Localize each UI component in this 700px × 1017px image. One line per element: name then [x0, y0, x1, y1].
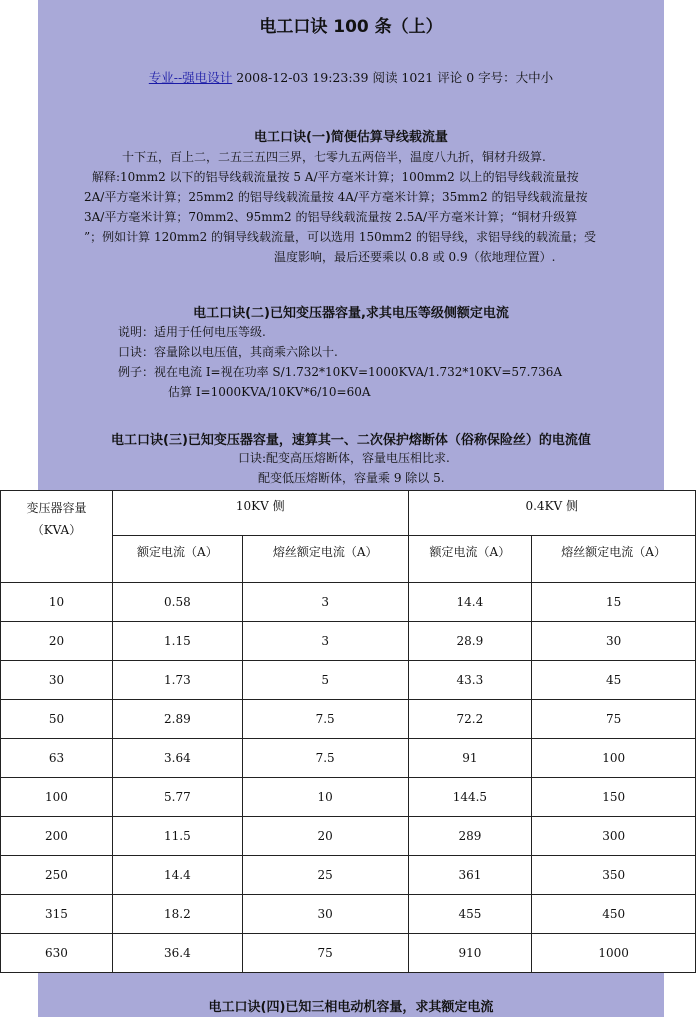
table-cell: 20 [242, 817, 408, 856]
subheader-cell: 熔丝额定电流（A） [532, 536, 696, 583]
table-cell: 630 [1, 934, 113, 973]
subheader-cell: 额定电流（A） [112, 536, 242, 583]
table-cell: 150 [532, 778, 696, 817]
section2-line: 例子：视在电流 I=视在功率 S/1.732*10KV=1000KVA/1.732*10KV=57.736A [118, 365, 563, 379]
table-cell: 455 [408, 895, 532, 934]
table-cell: 1.73 [112, 661, 242, 700]
table-cell: 7.5 [242, 700, 408, 739]
section3-heading: 电工口诀(三)已知变压器容量，速算其一、二次保护熔断体（俗称保险丝）的电流值 [111, 433, 591, 448]
table-cell: 45 [532, 661, 696, 700]
table-cell: 30 [242, 895, 408, 934]
table-header-row [1, 491, 696, 536]
table-cell: 0.58 [112, 583, 242, 622]
page-title: 电工口诀 100 条（上） [259, 17, 443, 37]
section1-line: 2A/平方毫米计算；25mm2 的铝导线载流量按 4A/平方毫米计算；35mm2 的铝导线载流量按 [84, 190, 588, 204]
table-cell: 1.15 [112, 622, 242, 661]
table-cell: 15 [532, 583, 696, 622]
table-cell: 5 [242, 661, 408, 700]
table-row [1, 817, 696, 856]
table-cell: 3 [242, 583, 408, 622]
table-cell: 10 [1, 583, 113, 622]
table-cell: 11.5 [112, 817, 242, 856]
table-row [1, 661, 696, 700]
section1-line: 解释:10mm2 以下的铝导线载流量按 5 A/平方毫米计算；100mm2 以上的铝导线载流量按 [92, 170, 579, 184]
table-row [1, 622, 696, 661]
table-cell: 2.89 [112, 700, 242, 739]
table-cell: 14.4 [408, 583, 532, 622]
section2-heading: 电工口诀(二)已知变压器容量,求其电压等级侧额定电流 [193, 306, 509, 321]
table-row [1, 856, 696, 895]
section3-body [238, 448, 450, 488]
section2-line: 估算 I=1000KVA/10KV*6/10=60A [168, 385, 371, 399]
table-cell: 361 [408, 856, 532, 895]
section4-heading: 电工口诀(四)已知三相电动机容量，求其额定电流 [208, 1000, 494, 1015]
table-cell: 10 [242, 778, 408, 817]
table-cell: 289 [408, 817, 532, 856]
table-cell: 25 [242, 856, 408, 895]
table-cell: 450 [532, 895, 696, 934]
font-size-control[interactable]: 字号：大中小 [478, 70, 554, 85]
table-cell: 100 [532, 739, 696, 778]
table-row [1, 934, 696, 973]
table-cell: 72.2 [408, 700, 532, 739]
table-cell: 30 [532, 622, 696, 661]
section2-body [118, 322, 562, 402]
section1-heading: 电工口诀(一)简便估算导线载流量 [254, 130, 448, 145]
table-cell: 75 [242, 934, 408, 973]
table-cell: 7.5 [242, 739, 408, 778]
table-cell: 30 [1, 661, 113, 700]
table-row [1, 583, 696, 622]
section2-line: 说明：适用于任何电压等级. [118, 325, 266, 339]
table-row [1, 700, 696, 739]
section1-line: 十下五，百上二，二五三五四三界，七零九五两倍半，温度八九折，铜材升级算. [122, 150, 546, 164]
table-cell: 75 [532, 700, 696, 739]
table-cell: 350 [532, 856, 696, 895]
table-cell: 5.77 [112, 778, 242, 817]
table-cell: 3.64 [112, 739, 242, 778]
table-cell: 144.5 [408, 778, 532, 817]
table-cell: 50 [1, 700, 113, 739]
section1-line: 温度影响，最后还要乘以 0.8 或 0.9（依地理位置）. [274, 250, 556, 264]
section3-line: 口诀:配变高压熔断体，容量电压相比求. [238, 451, 450, 465]
article-meta [38, 68, 664, 86]
table-row [1, 778, 696, 817]
table-cell: 315 [1, 895, 113, 934]
capacity-header: 变压器容量（KVA） [1, 491, 113, 583]
table-cell: 100 [1, 778, 113, 817]
table-cell: 18.2 [112, 895, 242, 934]
group-header-04kv: 0.4KV 侧 [408, 491, 696, 536]
table-cell: 3 [242, 622, 408, 661]
table-cell: 63 [1, 739, 113, 778]
table-cell: 250 [1, 856, 113, 895]
transformer-fuse-table [0, 490, 696, 973]
subheader-cell: 熔丝额定电流（A） [242, 536, 408, 583]
read-count: 阅读 1021 [372, 70, 434, 85]
post-datetime: 2008-12-03 19:23:39 [236, 70, 369, 85]
author-link[interactable]: 专业--强电设计 [148, 70, 233, 85]
table-cell: 36.4 [112, 934, 242, 973]
subheader-cell: 额定电流（A） [408, 536, 532, 583]
table-cell: 14.4 [112, 856, 242, 895]
table-cell: 20 [1, 622, 113, 661]
table-cell: 43.3 [408, 661, 532, 700]
group-header-10kv: 10KV 侧 [112, 491, 408, 536]
section2-line: 口诀：容量除以电压值，其商乘六除以十. [118, 345, 338, 359]
section1-line: 3A/平方毫米计算；70mm2、95mm2 的铝导线载流量按 2.5A/平方毫米计算；“铜材升级算 [84, 210, 578, 224]
section1-body [84, 147, 656, 267]
table-cell: 91 [408, 739, 532, 778]
section3-line: 配变低压熔断体，容量乘 9 除以 5. [258, 471, 445, 485]
table-cell: 910 [408, 934, 532, 973]
comment-count[interactable]: 评论 0 [437, 70, 475, 85]
table-row [1, 739, 696, 778]
section1-line: ”；例如计算 120mm2 的铜导线载流量，可以选用 150mm2 的铝导线，求铝导线的载流量；受 [84, 230, 596, 244]
table-row [1, 895, 696, 934]
table-cell: 200 [1, 817, 113, 856]
table-cell: 28.9 [408, 622, 532, 661]
table-cell: 1000 [532, 934, 696, 973]
table-cell: 300 [532, 817, 696, 856]
